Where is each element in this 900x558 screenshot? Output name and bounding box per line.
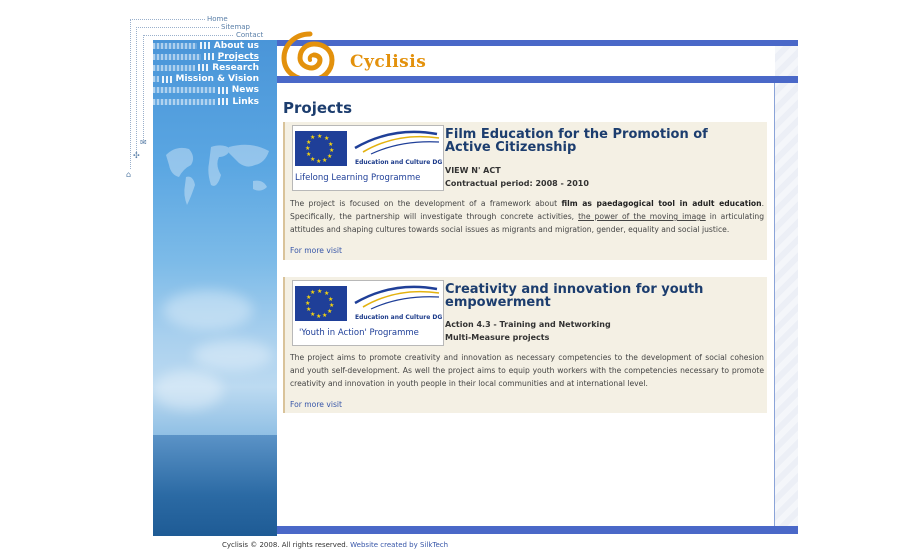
eu-flag-icon: ★ ★ ★ ★ ★ ★ ★ ★ ★ ★ ★ ★ — [295, 286, 347, 321]
menu-item-projects[interactable] — [153, 51, 277, 62]
eu-programme-logo — [292, 280, 444, 346]
project-description: The project aims to promote creativity and innovation as necessary competencies to the development of social cohesion and youth self-development. As well the project aims to equip youth workers with the competencies necessary to promote creativity and innovation in youth people in their local communities and at international level. — [290, 353, 764, 388]
menu-item-label: Research — [212, 62, 259, 73]
menu-item-news[interactable] — [153, 85, 277, 96]
for-more-link[interactable]: For more visit — [290, 400, 343, 409]
site-logo-text[interactable]: Cyclisis — [350, 52, 427, 72]
logo-dg-text: Education and Culture DG — [355, 314, 443, 321]
project-title[interactable]: Creativity and innovation for youth empowerment — [445, 282, 704, 310]
nav-connector-line — [143, 35, 233, 36]
swoosh-logo-icon — [353, 128, 441, 158]
menu-item-mission-vision[interactable] — [153, 74, 277, 85]
main-menu — [153, 40, 277, 107]
home-link[interactable]: Home — [207, 15, 228, 23]
contact-link[interactable]: Contact — [236, 31, 264, 39]
nav-connector-line — [130, 19, 131, 169]
menu-item-label: News — [231, 85, 259, 96]
project-card — [283, 277, 767, 413]
home-icon[interactable]: ⌂ — [126, 170, 132, 179]
project-title[interactable]: Film Education for the Promotion of Active Citizenship — [445, 127, 708, 155]
copyright-text: Cyclisis © 2008. All rights reserved. — [222, 541, 351, 549]
page-title: Projects — [283, 99, 353, 117]
footer-band — [277, 526, 798, 534]
for-more-link[interactable]: For more visit — [290, 246, 343, 255]
world-map-icon — [161, 135, 276, 215]
menu-item-label: About us — [213, 40, 259, 51]
eu-flag-icon: ★ ★ ★ ★ ★ ★ ★ ★ ★ ★ ★ ★ — [295, 131, 347, 166]
logo-dg-text: Education and Culture DG — [355, 159, 443, 166]
project-acronym: VIEW N' ACT — [445, 166, 501, 175]
swoosh-logo-icon — [353, 283, 441, 313]
right-decorative-strip — [775, 46, 798, 526]
moving-image-link[interactable]: the power of the moving image — [578, 212, 706, 221]
nav-connector-line — [130, 19, 205, 20]
menu-item-label: Links — [232, 96, 259, 107]
menu-item-label: Mission & Vision — [175, 74, 259, 85]
sitemap-link[interactable]: Sitemap — [221, 23, 250, 31]
sitemap-icon[interactable]: ✣ — [133, 151, 140, 160]
menu-item-label: Projects — [217, 51, 259, 62]
footer — [222, 541, 448, 549]
project-action: Action 4.3 - Training and Networking — [445, 320, 611, 329]
cyclisis-swirl-logo-icon — [280, 30, 340, 82]
project-card — [283, 122, 767, 260]
eu-programme-logo — [292, 125, 444, 191]
nav-connector-line — [143, 35, 144, 140]
project-period: Contractual period: 2008 - 2010 — [445, 179, 589, 188]
logo-programme-text: 'Youth in Action' Programme — [299, 328, 419, 338]
nav-connector-line — [136, 27, 137, 152]
credit-link[interactable]: Website created by SilkTech — [350, 541, 449, 549]
sidebar-sky-panel — [153, 40, 277, 536]
menu-item-about-us[interactable] — [153, 40, 277, 51]
mail-icon[interactable]: ✉ — [140, 138, 147, 147]
sea-background — [153, 435, 277, 536]
nav-connector-line — [136, 27, 219, 28]
project-measure: Multi-Measure projects — [445, 333, 550, 342]
project-description: The project is focused on the development of a framework about film as paedagogical tool in adult education. Specifically, the partnership will investigate through concrete activities, the power of the moving image in articulating attitudes and shaping cultures towards social issues as migrants and migration, gender, equality and social justice. — [290, 199, 765, 234]
menu-item-links[interactable] — [153, 96, 277, 107]
menu-item-research[interactable] — [153, 62, 277, 73]
logo-programme-text: Lifelong Learning Programme — [295, 173, 421, 183]
header-bottom-band — [277, 76, 798, 83]
